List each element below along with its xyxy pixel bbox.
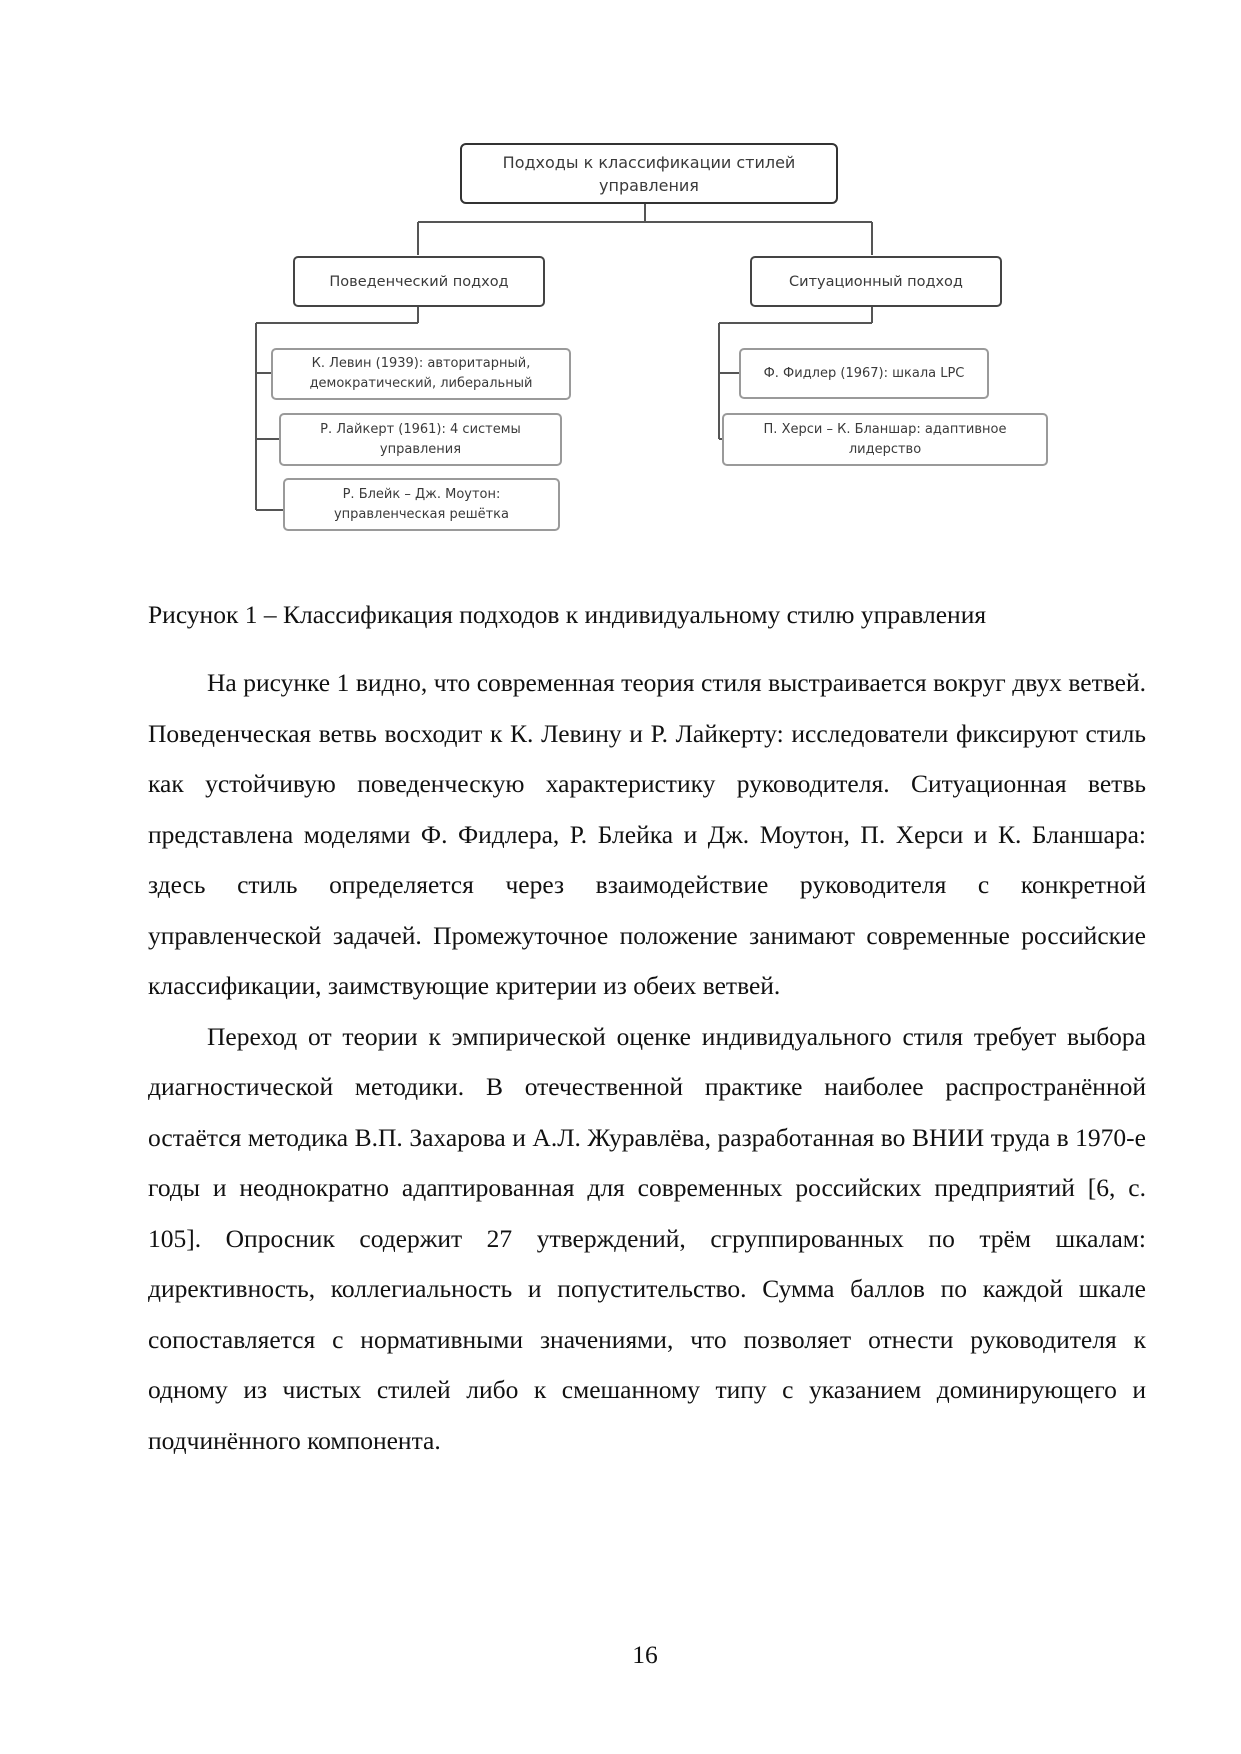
diagram-behavioral-approach-label: Поведенческий подход bbox=[329, 273, 509, 290]
diagram-root-box bbox=[460, 143, 838, 204]
diagram-root-line-2: управления bbox=[599, 175, 699, 195]
diagram-item-blake-mouton-line-1: Р. Блейк – Дж. Моутон: bbox=[342, 486, 501, 502]
diagram-item-levin-line-2: демократический, либеральный bbox=[309, 376, 533, 391]
diagram-item-likert-line-1: Р. Лайкерт (1961): 4 системы bbox=[320, 421, 521, 437]
diagram-situational-approach-box bbox=[750, 256, 1002, 307]
diagram-item-hersey-blanchard-line-2: лидерство bbox=[848, 441, 922, 457]
diagram-item-hersey-blanchard bbox=[722, 413, 1048, 466]
paragraph: На рисунке 1 видно, что современная теория стиля выстраивается вокруг двух ветвей. Поведенческая ветвь восходит к К. Левину и Р. Лайкерту: исследователи фиксируют стиль как устойчивую поведенческую характеристику руководителя. Ситуационная ветвь представлена моделями Ф. Фидлера, Р. Блейка и Дж. Моутон, П. Херси и К. Бланшара: здесь стиль определяется через взаимодействие руководителя с конкретной управленческой задачей. Промежуточное положение занимают современные российские классификации, заимствующие критерии из обеих ветвей. bbox=[148, 668, 1146, 1000]
diagram-item-levin-line-1: К. Левин (1939): авторитарный, bbox=[311, 356, 531, 371]
diagram-item-likert-line-2: управления bbox=[379, 441, 462, 457]
diagram-item-fiedler bbox=[739, 348, 989, 399]
classification-diagram bbox=[245, 135, 1075, 545]
diagram-behavioral-approach-box bbox=[293, 256, 545, 307]
diagram-item-blake-mouton-line-2: управленческая решётка bbox=[333, 506, 509, 522]
diagram-item-fiedler-line-1: Ф. Фидлер (1967): шкала LPC bbox=[763, 365, 965, 381]
diagram-situational-approach-label: Ситуационный подход bbox=[789, 273, 963, 290]
diagram-root-line-1: Подходы к классификации стилей bbox=[502, 152, 796, 172]
diagram-item-hersey-blanchard-line-1: П. Херси – К. Бланшар: адаптивное bbox=[763, 421, 1007, 437]
diagram-item-blake-mouton bbox=[283, 478, 560, 531]
diagram-item-likert bbox=[279, 413, 562, 466]
diagram-item-levin bbox=[271, 348, 571, 400]
figure-caption: Рисунок 1 – Классификация подходов к индивидуальному стилю управления bbox=[148, 600, 987, 629]
body-text bbox=[148, 658, 1146, 1466]
paragraph: Переход от теории к эмпирической оценке индивидуального стиля требует выбора диагностической методики. В отечественной практике наиболее распространённой остаётся методика В.П. Захарова и А.Л. Журавлёва, разработанная во ВНИИ труда в 1970-е годы и неоднократно адаптированная для современных российских предприятий [6, с. 105]. Опросник содержит 27 утверждений, сгруппированных по трём шкалам: директивность, коллегиальность и попустительство. Сумма баллов по каждой шкале сопоставляется с нормативными значениями, что позволяет отнести руководителя к одному из чистых стилей либо к смешанному типу с указанием доминирующего и подчинённого компонента. bbox=[148, 1021, 1146, 1455]
page-number: 16 bbox=[632, 1640, 658, 1669]
